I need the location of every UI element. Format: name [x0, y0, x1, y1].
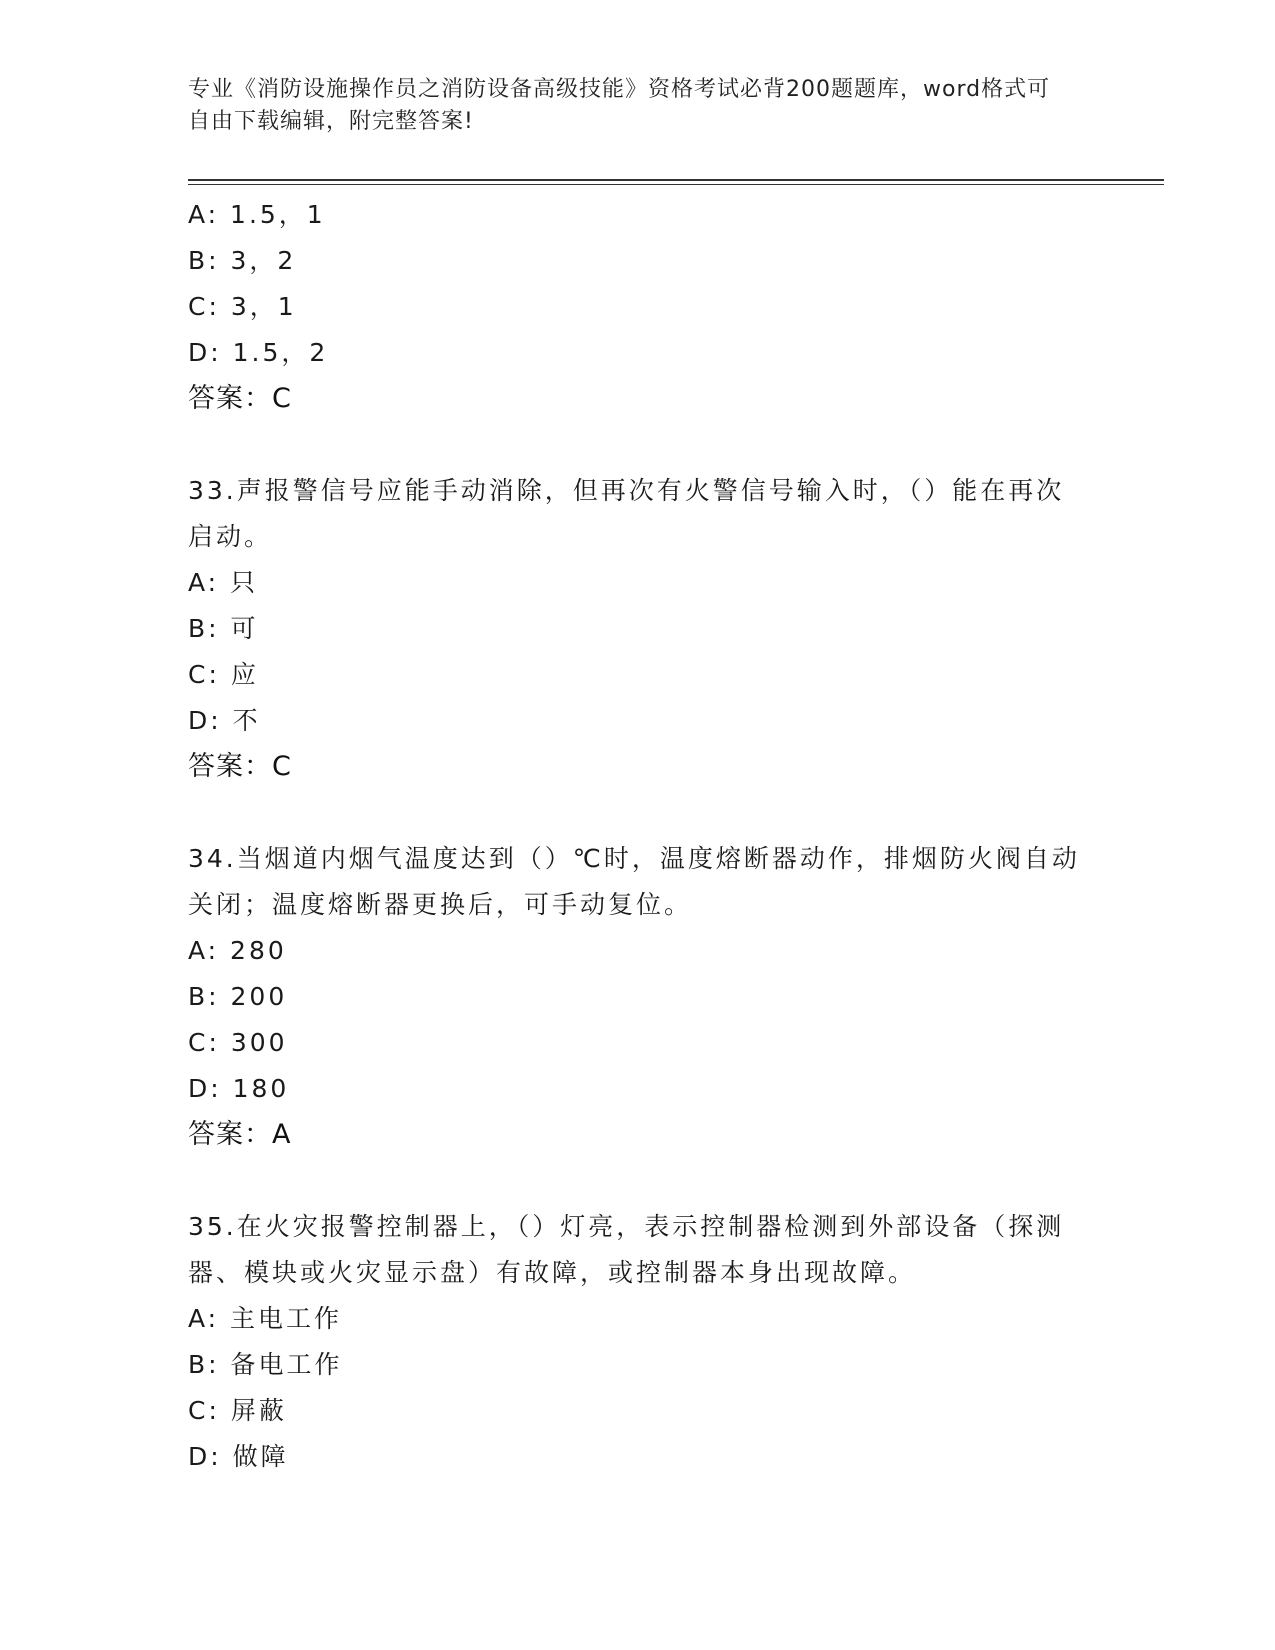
question-block-33	[188, 468, 1088, 790]
header-divider-thin	[188, 184, 1164, 185]
option-d: D: 不	[188, 706, 261, 735]
header-divider-thick	[188, 179, 1164, 181]
document-header: 专业《消防设施操作员之消防设备高级技能》资格考试必背200题题库，word格式可自由下载编辑，附完整答案!	[188, 77, 1051, 134]
option-c: C: 应	[188, 660, 259, 689]
option-b: B: 备电工作	[188, 1350, 343, 1379]
option-d: D: 做障	[188, 1442, 289, 1471]
answer-line: 答案：A	[188, 1119, 292, 1150]
question-block-32	[188, 192, 1088, 422]
question-text: 34.当烟道内烟气温度达到（）℃时，温度熔断器动作，排烟防火阀自动关闭；温度熔断器更换后，可手动复位。	[188, 844, 1080, 919]
option-d: D: 180	[188, 1074, 290, 1103]
question-block-34	[188, 836, 1088, 1158]
option-b: B: 可	[188, 614, 259, 643]
option-c: C: 3，1	[188, 292, 297, 321]
option-a: A: 280	[188, 936, 287, 965]
question-text: 33.声报警信号应能手动消除，但再次有火警信号输入时，（）能在再次启动。	[188, 476, 1065, 551]
answer-line: 答案：C	[188, 383, 292, 414]
question-text: 35.在火灾报警控制器上，（）灯亮，表示控制器检测到外部设备（探测器、模块或火灾显示盘）有故障，或控制器本身出现故障。	[188, 1212, 1065, 1287]
option-c: C: 300	[188, 1028, 288, 1057]
option-a: A: 主电工作	[188, 1304, 343, 1333]
question-list	[188, 192, 1088, 1480]
option-a: A: 1.5，1	[188, 200, 326, 229]
option-d: D: 1.5，2	[188, 338, 329, 367]
question-block-35	[188, 1204, 1088, 1480]
option-c: C: 屏蔽	[188, 1396, 287, 1425]
option-b: B: 200	[188, 982, 288, 1011]
option-a: A: 只	[188, 568, 259, 597]
option-b: B: 3，2	[188, 246, 297, 275]
answer-line: 答案：C	[188, 751, 292, 782]
